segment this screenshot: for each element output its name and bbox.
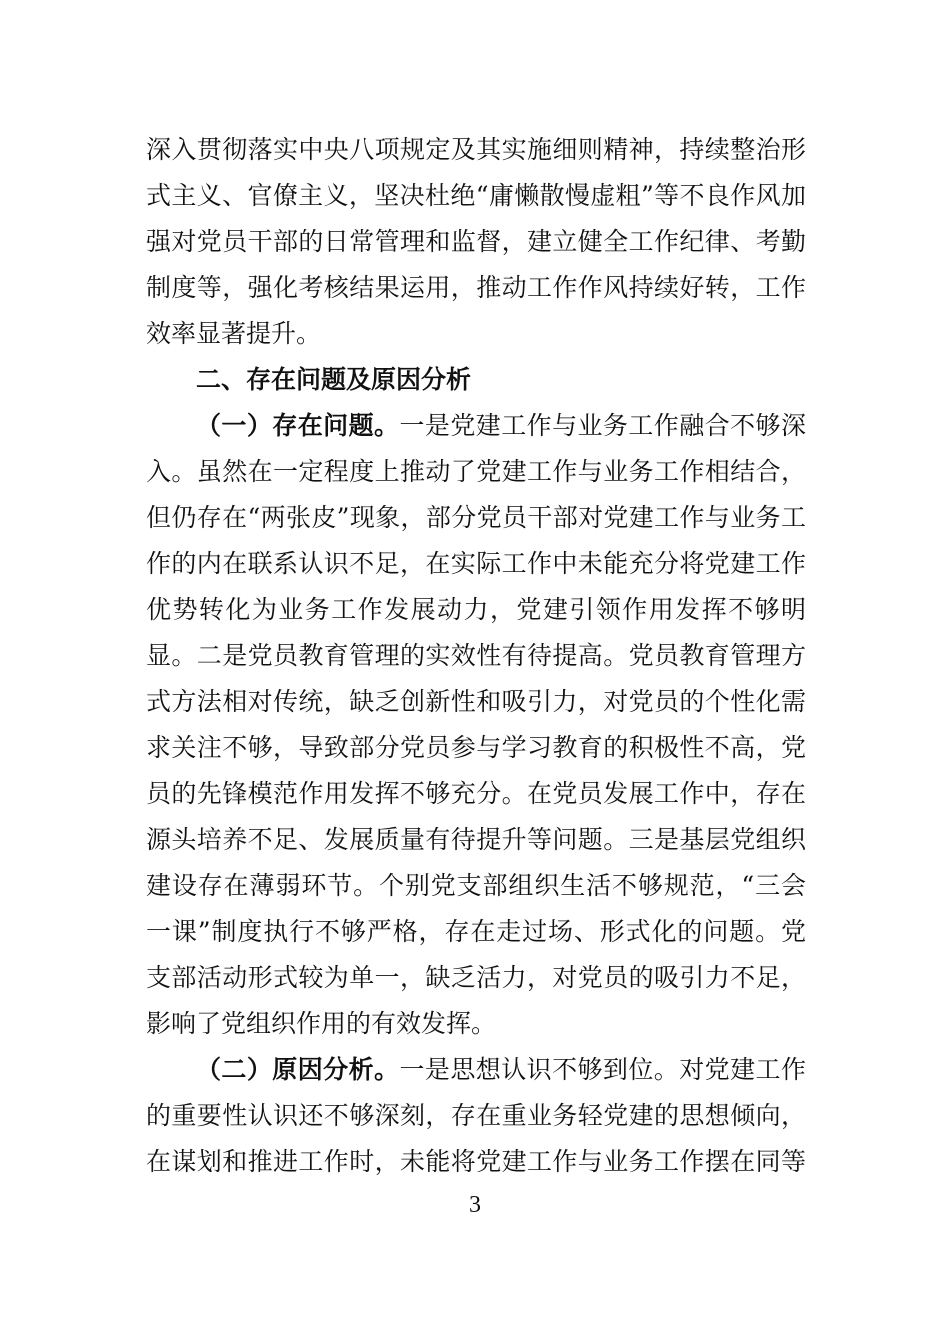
paragraph-existing-problems <box>146 403 806 1047</box>
cause-analysis-text: 一是思想认识不够到位。对党建工作的重要性认识还不够深刻，存在重业务轻党建的思想倾向，在谋划和推进工作时，未能将党建工作与业务工作摆在同等 <box>146 1055 806 1176</box>
subheading-existing-problems: （一）存在问题。 <box>196 411 400 440</box>
paragraph-work-style: 深入贯彻落实中央八项规定及其实施细则精神，持续整治形式主义、官僚主义，坚决杜绝“庸懒散慢虚粗”等不良作风加强对党员干部的日常管理和监督，建立健全工作纪律、考勤制度等，强化考核结果运用，推动工作作风持续好转，工作效率显著提升。 <box>146 135 806 348</box>
subheading-cause-analysis: （二）原因分析。 <box>196 1055 400 1084</box>
section-heading-problems: 二、存在问题及原因分析 <box>196 365 472 394</box>
page-number: 3 <box>469 1192 481 1218</box>
existing-problems-text: 一是党建工作与业务工作融合不够深入。虽然在一定程度上推动了党建工作与业务工作相结合，但仍存在“两张皮”现象，部分党员干部对党建工作与业务工作的内在联系认识不足，在实际工作中未能充分将党建工作优势转化为业务工作发展动力，党建引领作用发挥不够明显。二是党员教育管理的实效性有待提高。党员教育管理方式方法相对传统，缺乏创新性和吸引力，对党员的个性化需求关注不够，导致部分党员参与学习教育的积极性不高，党员的先锋模范作用发挥不够充分。在党员发展工作中，存在源头培养不足、发展质量有待提升等问题。三是基层党组织建设存在薄弱环节。个别党支部组织生活不够规范，“三会一课”制度执行不够严格，存在走过场、形式化的问题。党支部活动形式较为单一，缺乏活力，对党员的吸引力不足，影响了党组织作用的有效发挥。 <box>146 411 806 1038</box>
body-text <box>146 127 806 1185</box>
paragraph-cause-analysis <box>146 1047 806 1185</box>
